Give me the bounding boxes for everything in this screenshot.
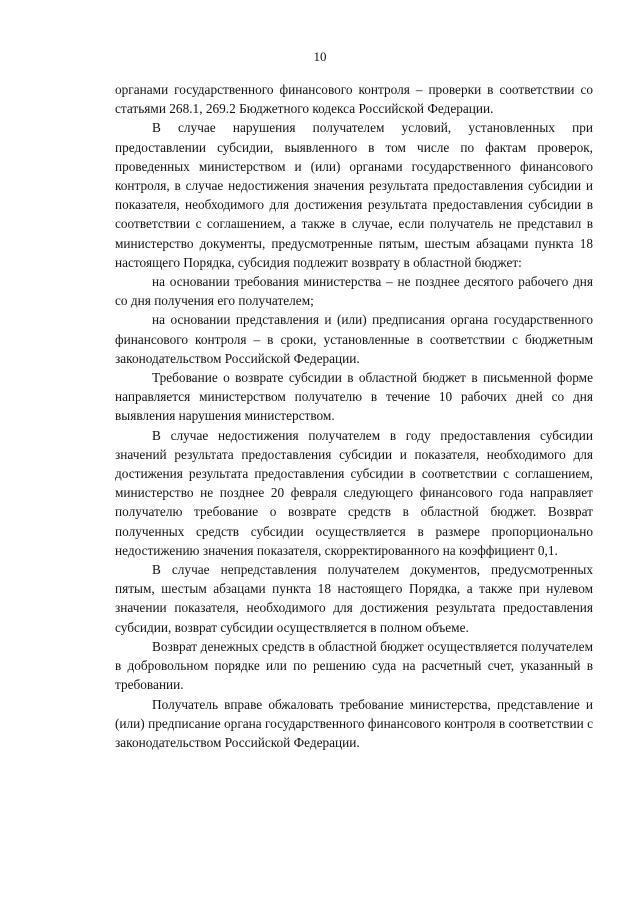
paragraph-non-achievement: В случае недостижения получателем в году предоставления субсидии значений результата предоставления субсидии и показателя, необходимого для достижения результата предоставления субсидии в соответствии с соглашением, министерство не позднее 20 февраля следующего финансового года направляет получателю требование о возврате средств в областной бюджет. Возврат полученных средств субсидии осуществляется в размере пропорционально недостижению значения показателя, скорректированного на коэффициент 0,1.	[115, 427, 593, 558]
page-number: 10	[313, 49, 327, 64]
paragraph-violation-return: В случае нарушения получателем условий, установленных при предоставлении субсидии, выявленного в том числе по фактам проверок, проведенных министерством и (или) органами государственного финансового контроля, в случае недостижения значения результата предоставления субсидии и показателя, необходимого для достижения результата предоставления субсидии в соответствии с соглашением, а также в случае, если получатель не представил в министерство документы, предусмотренные пятым, шестым абзацами пункта 18 настоящего Порядка, субсидия подлежит возврату в областной бюджет:	[115, 120, 593, 270]
paragraph-written-requirement: Требование о возврате субсидии в областной бюджет в письменной форме направляется министерством получателю в течение 10 рабочих дней со дня выявления нарушения министерством.	[115, 370, 593, 424]
document-body	[115, 80, 593, 752]
paragraph-appeal-right: Получатель вправе обжаловать требование министерства, представление и (или) предписание органа государственного финансового контроля в соответствии с законодательством Российской Федерации.	[115, 696, 593, 750]
paragraph-non-submission: В случае непредставления получателем документов, предусмотренных пятым, шестым абзацами пункта 18 настоящего Порядка, а также при нулевом значении показателя, необходимого для достижения результата предоставления субсидии, возврат субсидии осуществляется в полном объеме.	[115, 562, 593, 635]
paragraph-control-body-order: на основании представления и (или) предписания органа государственного финансового контроля – в сроки, установленные в соответствии с бюджетным законодательством Российской Федерации.	[115, 312, 593, 366]
paragraph-voluntary-return: Возврат денежных средств в областной бюджет осуществляется получателем в добровольном порядке или по решению суда на расчетный счет, указанный в требовании.	[115, 638, 593, 693]
paragraph-ministry-requirement: на основании требования министерства – не позднее десятого рабочего дня со дня получения его получателем;	[115, 274, 593, 309]
paragraph-continuation: органами государственного финансового контроля – проверки в соответствии со статьями 268.1, 269.2 Бюджетного кодекса Российской Федерации.	[115, 82, 593, 117]
